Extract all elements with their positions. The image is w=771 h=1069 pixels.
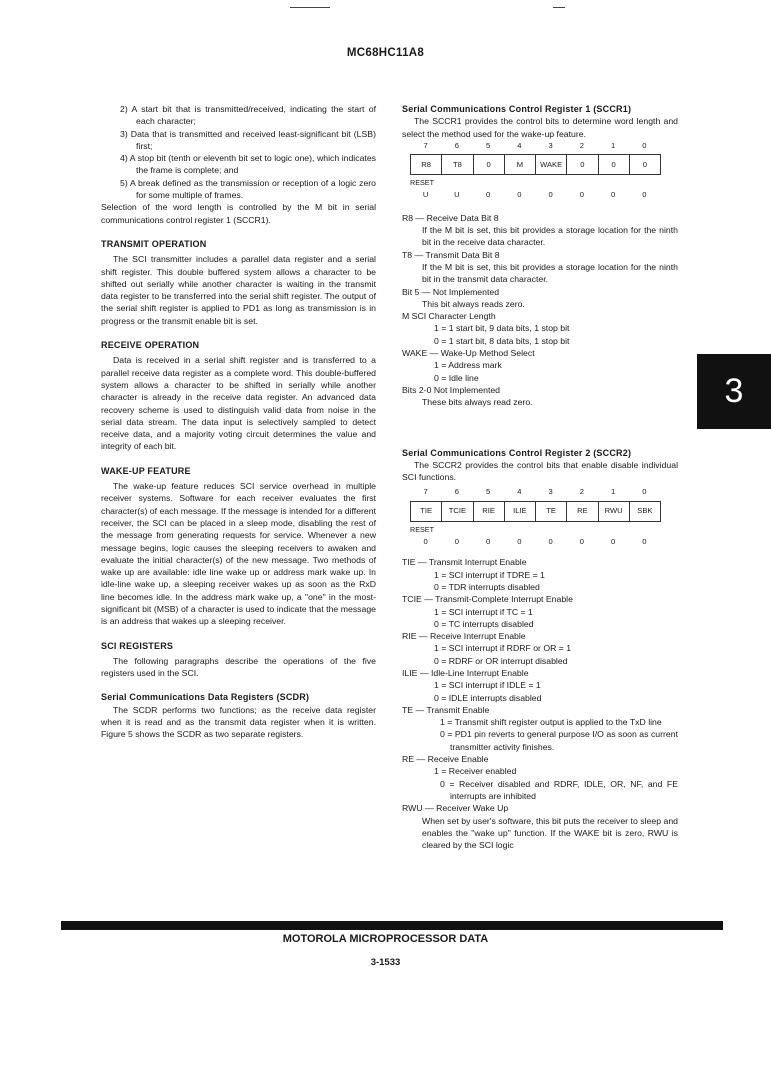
section-gap xyxy=(101,226,376,238)
register-bit: RE xyxy=(567,502,598,521)
bit-term: R8 — Receive Data Bit 8 xyxy=(402,212,499,223)
paragraph: The SCI transmitter includes a parallel data register and a serial shift register. This double buffered system allows a character to be shifted out serially while another character is waiting in the transmit data register to be transferred into the serial shift register. The output of the serial shift register is applied to PD1 as long as transmission is in progress or the transmit enable bit is set. xyxy=(101,254,376,326)
bit-description: 0 = TC interrupts disabled xyxy=(434,618,534,629)
sccr2-bit-numbers xyxy=(410,486,660,498)
bit-term: RE — Receive Enable xyxy=(402,754,489,765)
sccr1-reset-label: RESET xyxy=(410,178,434,188)
bit-number: 0 xyxy=(642,487,647,497)
register-bit: RIE xyxy=(474,502,505,521)
bit-description: These bits always read zero. xyxy=(422,397,533,408)
page-number: 3-1533 xyxy=(370,957,401,968)
reset-value: 0 xyxy=(611,537,616,547)
reset-value: 0 xyxy=(642,537,647,547)
footer-title: MOTOROLA MICROPROCESSOR DATA xyxy=(282,933,489,945)
register-bit: 0 xyxy=(474,155,505,174)
reset-value: 0 xyxy=(423,537,428,547)
bit-description: 0 = RDRF or OR interrupt disabled xyxy=(434,655,568,666)
footer-rule xyxy=(61,921,723,930)
bit-term: RIE — Receive Interrupt Enable xyxy=(402,631,526,642)
sccr1-heading: Serial Communications Control Register 1 (SCCR1) xyxy=(402,104,632,114)
bit-description: 0 = 1 start bit, 8 data bits, 1 stop bit xyxy=(434,335,570,346)
bit-number: 0 xyxy=(642,140,647,150)
page-header: MC68HC11A8 xyxy=(346,47,425,59)
bit-description: 0 = TDR interrupts disabled xyxy=(434,581,540,592)
right-column xyxy=(402,103,678,851)
bit-number: 4 xyxy=(517,487,522,497)
register-bit: 0 xyxy=(599,155,630,174)
section-heading: TRANSMIT OPERATION xyxy=(101,238,207,249)
bit-description: 1 = Transmit shift register output is applied to the TxD line xyxy=(440,717,662,728)
paragraph: Selection of the word length is controlled by the M bit in serial communications control register 1 (SCCR1). xyxy=(101,202,376,225)
bit-description: 0 = Idle line xyxy=(434,372,479,383)
reset-value: 0 xyxy=(548,190,553,200)
bit-description: 0 = Receiver disabled and RDRF, IDLE, OR, NF, and FE interrupts are inhibited xyxy=(440,778,678,801)
sccr2-reset-label: RESET xyxy=(410,524,434,534)
list-item: 3) Data that is transmitted and received least-significant bit (LSB) first; xyxy=(120,128,376,151)
reset-value: 0 xyxy=(486,190,491,200)
bit-description: If the M bit is set, this bit provides a storage location for the ninth bit in the receive data character. xyxy=(422,225,678,248)
bit-term: RWU — Receiver Wake Up xyxy=(402,803,509,814)
sccr2-definitions xyxy=(402,556,678,851)
reset-value: U xyxy=(422,190,429,200)
bit-number: 1 xyxy=(611,140,616,150)
bit-number: 7 xyxy=(423,140,428,150)
bit-term: TIE — Transmit Interrupt Enable xyxy=(402,557,527,568)
list-item: 4) A stop bit (tenth or eleventh bit set to logic one), which indicates the frame is complete; and xyxy=(120,153,376,176)
top-rule-left xyxy=(290,7,330,8)
bit-description: 1 = SCI interrupt if RDRF or OR = 1 xyxy=(434,643,572,654)
bit-description: 1 = Address mark xyxy=(434,360,502,371)
bit-term: TE — Transmit Enable xyxy=(402,704,490,715)
sccr1-bit-numbers xyxy=(410,140,660,152)
bit-number: 5 xyxy=(486,140,491,150)
top-rule-right xyxy=(553,7,565,8)
bit-term: T8 — Transmit Data Bit 8 xyxy=(402,249,500,260)
sccr1-definitions xyxy=(402,212,678,409)
bit-number: 4 xyxy=(517,140,522,150)
register-bit: M xyxy=(505,155,536,174)
bit-description: When set by user's software, this bit puts the receiver to sleep and enables the "wake up" function. If the WAKE bit is zero, RWU is cleared by the SCI logic xyxy=(422,815,678,851)
paragraph: The wake-up feature reduces SCI service overhead in multiple receiver systems. Software for each receiver evaluates the first character(s) of each message. If the message is intended for a different receiver, the SCI can be placed in a sleep mode, disabling the rest of the message from generating requests for service. Whenever a new message begins, logic causes the sleeping receivers to awaken and evaluate the initial character(s) of the new message. Two methods of wake up are available: idle line wake up or address mark wake up. In idle-line wake up, a sleeping receiver wakes up as soon as the RxD line becomes idle. In the address mark wake up, a "one" in the most-significant bit (MSB) of a character is used to indicate that the message is an address that wakes up a sleeping receiver. xyxy=(101,481,376,627)
register-bit: TIE xyxy=(411,502,442,521)
reset-value: 0 xyxy=(486,537,491,547)
bit-term: M SCI Character Length xyxy=(402,311,496,322)
reset-value: 0 xyxy=(579,537,584,547)
section-tab: 3 xyxy=(697,354,771,429)
reset-value: 0 xyxy=(454,537,459,547)
reset-value: 0 xyxy=(579,190,584,200)
bit-description: 1 = SCI interrupt if TC = 1 xyxy=(434,606,533,617)
paragraph: The SCDR performs two functions; as the receive data register when it is read and as the transmit data register when it is written. Figure 5 shows the SCDR as two separate registers. xyxy=(101,704,376,740)
section-heading: RECEIVE OPERATION xyxy=(101,340,200,351)
paragraph: Data is received in a serial shift register and is transferred to a parallel receive data register as a complete word. This double-buffered system allows a character to be shifted in serially while another character is already in the receive data register. An advanced data recovery scheme is used to distinguish valid data from noise in the serial data stream. The data input is selectively sampled to detect receive data, and a majority voting circuit determines the value and integrity of each bit. xyxy=(101,355,376,452)
reset-value: 0 xyxy=(611,190,616,200)
sccr1-register xyxy=(410,154,661,175)
register-bit: 0 xyxy=(630,155,661,174)
register-bit: T8 xyxy=(442,155,473,174)
list-item: 2) A start bit that is transmitted/received, indicating the start of each character; xyxy=(120,104,376,127)
sccr2-register xyxy=(410,501,661,522)
reset-value: 0 xyxy=(642,190,647,200)
register-bit: 0 xyxy=(567,155,598,174)
bit-number: 3 xyxy=(548,140,553,150)
bit-description: 1 = SCI interrupt if IDLE = 1 xyxy=(434,680,541,691)
section-heading: SCI REGISTERS xyxy=(101,640,174,651)
register-bit: SBK xyxy=(630,502,661,521)
bit-number: 2 xyxy=(579,140,584,150)
section-gap xyxy=(101,679,376,691)
reset-value: U xyxy=(454,190,460,200)
register-bit: R8 xyxy=(411,155,442,174)
reset-value: 0 xyxy=(517,190,522,200)
sccr1-reset-values xyxy=(410,189,660,201)
register-bit: WAKE xyxy=(536,155,567,174)
sccr1-intro: The SCCR1 provides the control bits to determine word length and select the method used for the wake-up feature. xyxy=(402,116,678,139)
register-bit: RWU xyxy=(599,502,630,521)
bit-number: 2 xyxy=(579,487,584,497)
bit-description: This bit always reads zero. xyxy=(422,298,525,309)
bit-description: 1 = SCI interrupt if TDRE = 1 xyxy=(434,569,545,580)
bit-term: Bits 2-0 Not Implemented xyxy=(402,384,501,395)
section-gap xyxy=(101,327,376,339)
bit-number: 3 xyxy=(548,487,553,497)
sccr2-heading: Serial Communications Control Register 2 (SCCR2) xyxy=(402,447,632,458)
bit-number: 6 xyxy=(454,487,459,497)
register-bit: TCIE xyxy=(442,502,473,521)
bit-term: ILIE — Idle-Line Interrupt Enable xyxy=(402,667,529,678)
list-item: 5) A break defined as the transmission or reception of a logic zero for some multiple of frames. xyxy=(120,177,376,201)
register-bit: TE xyxy=(536,502,567,521)
bit-description: 1 = 1 start bit, 9 data bits, 1 stop bit xyxy=(434,323,570,334)
bit-term: Bit 5 — Not Implemented xyxy=(402,286,500,297)
bit-number: 1 xyxy=(611,487,616,497)
bit-number: 5 xyxy=(486,487,491,497)
bit-number: 7 xyxy=(423,487,428,497)
bit-number: 6 xyxy=(454,140,459,150)
reset-value: 0 xyxy=(548,537,553,547)
reset-value: 0 xyxy=(517,537,522,547)
bit-term: WAKE — Wake-Up Method Select xyxy=(402,348,535,359)
paragraph: The following paragraphs describe the operations of the five registers used in the SCI. xyxy=(101,655,376,679)
section-gap xyxy=(101,628,376,640)
bit-description: 0 = PD1 pin reverts to general purpose I/O as soon as current transmitter activity finishes. xyxy=(440,729,678,752)
left-column xyxy=(101,103,376,741)
bit-description: 0 = IDLE interrupts disabled xyxy=(434,692,542,703)
sccr2-reset-values xyxy=(410,536,660,548)
bit-description: If the M bit is set, this bit provides a storage location for the ninth bit in the transmit data character. xyxy=(422,261,678,285)
section-gap xyxy=(101,453,376,465)
register-bit: ILIE xyxy=(505,502,536,521)
bit-term: TCIE — Transmit-Complete Interrupt Enable xyxy=(402,594,573,605)
sccr2-intro: The SCCR2 provides the control bits that enable disable individual SCI functions. xyxy=(402,459,678,483)
section-heading: WAKE-UP FEATURE xyxy=(101,465,191,476)
bit-description: 1 = Receiver enabled xyxy=(434,766,517,777)
section-heading: Serial Communications Data Registers (SCDR) xyxy=(101,692,310,703)
